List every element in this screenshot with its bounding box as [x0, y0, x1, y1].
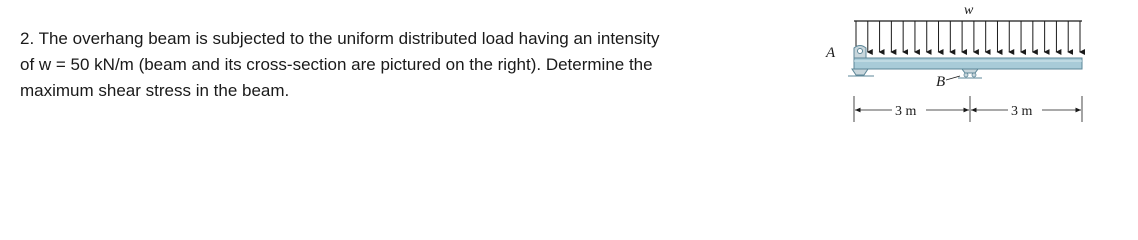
load-label: w	[964, 3, 974, 18]
point-a-label: A	[826, 45, 836, 61]
distributed-load	[854, 21, 1082, 52]
beam-diagram	[820, 0, 1138, 127]
problem-line-1: 2. The overhang beam is subjected to the uniform distributed load having an intensity	[20, 29, 660, 48]
roller-support	[958, 69, 982, 78]
point-b-label: B	[936, 74, 946, 90]
problem-line-3: maximum shear stress in the beam.	[20, 81, 290, 100]
span-right-label: 3 m	[1011, 104, 1033, 119]
problem-line-2: of w = 50 kN/m (beam and its cross-section are pictured on the right). Determine the	[20, 55, 653, 74]
point-b-leader	[946, 76, 960, 80]
problem-statement	[20, 26, 810, 104]
dimension-lines	[854, 96, 1082, 122]
beam-figure	[820, 0, 1138, 127]
beam	[854, 58, 1082, 69]
span-left-label: 3 m	[895, 104, 917, 119]
load-arrows	[856, 21, 1080, 52]
